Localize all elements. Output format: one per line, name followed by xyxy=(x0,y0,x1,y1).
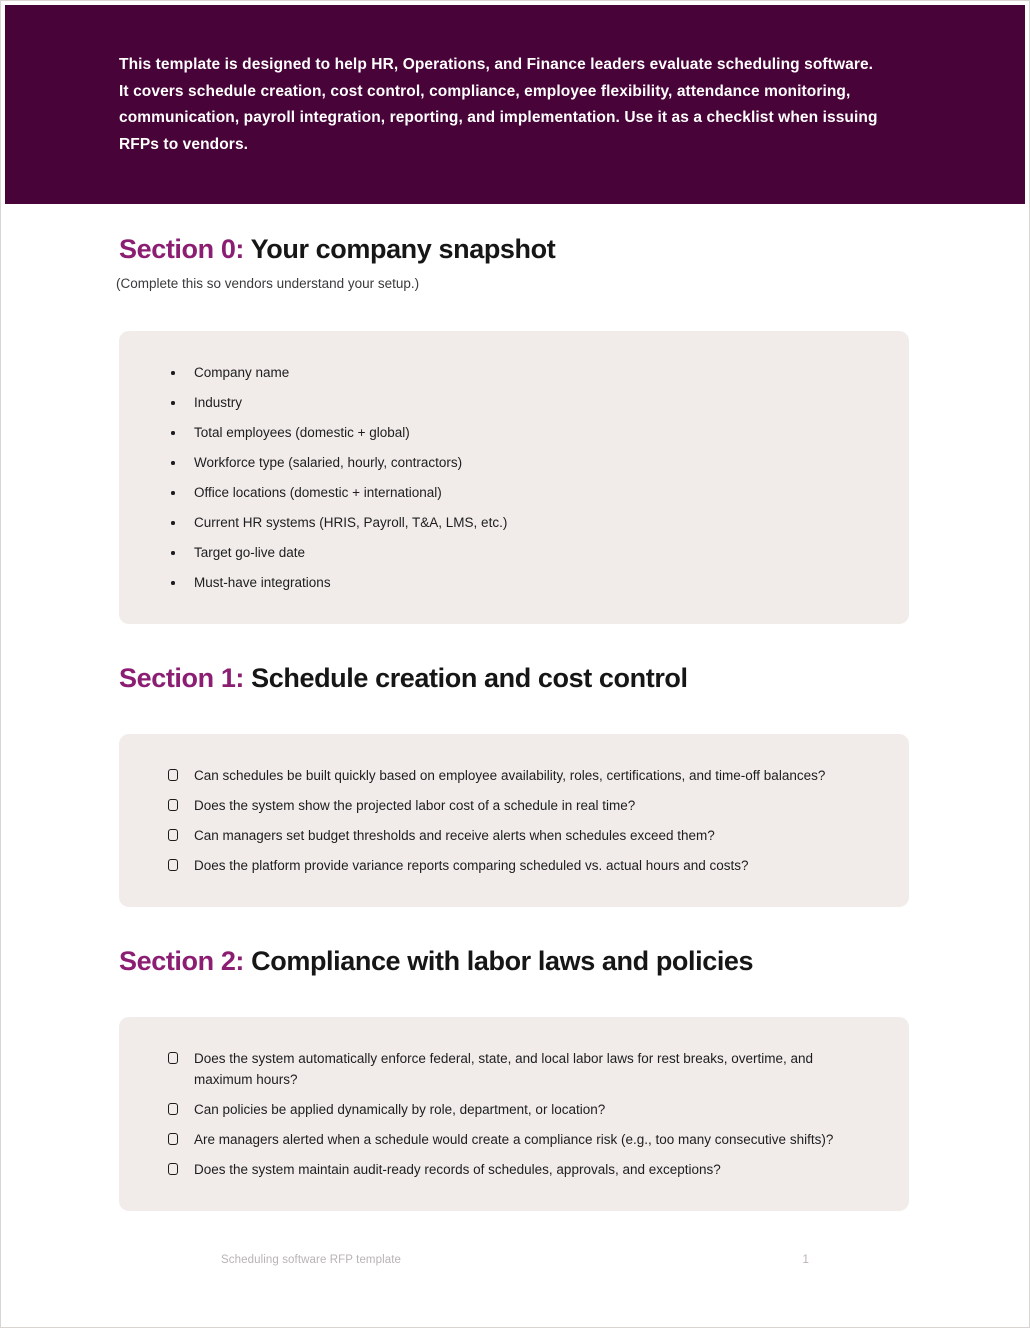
checklist xyxy=(168,1048,839,1180)
checklist-item xyxy=(168,1099,839,1120)
item-text: Total employees (domestic + global) xyxy=(194,425,410,440)
section-heading xyxy=(119,233,907,265)
section-label: Section 0: xyxy=(119,234,245,264)
bullet-card xyxy=(119,331,909,624)
bullet-icon xyxy=(168,572,178,585)
bullet-item xyxy=(168,572,839,593)
checklist-item xyxy=(168,795,839,816)
checklist-item xyxy=(168,1159,839,1180)
checkbox-icon[interactable] xyxy=(168,855,178,871)
item-text: Can policies be applied dynamically by role, department, or location? xyxy=(194,1102,606,1117)
section-compliance xyxy=(119,945,907,1211)
bullet-item xyxy=(168,542,839,563)
item-text: Must-have integrations xyxy=(194,575,331,590)
checklist-item xyxy=(168,825,839,846)
intro-text: This template is designed to help HR, Operations, and Finance leaders evaluate scheduling software. It covers schedule creation, cost control, compliance, employee flexibility, attendance monitoring, communication, payroll integration, reporting, and implementation. Use it as a checklist when issuing RFPs to vendors. xyxy=(119,56,878,153)
checklist-card xyxy=(119,734,909,907)
item-text: Industry xyxy=(194,395,243,410)
bullet-item xyxy=(168,362,839,383)
item-text: Can schedules be built quickly based on employee availability, roles, certifications, and time-off balances? xyxy=(194,768,826,783)
item-text: Company name xyxy=(194,365,290,380)
bullet-item xyxy=(168,452,839,473)
section-heading xyxy=(119,662,907,694)
checklist-item xyxy=(168,855,839,876)
intro-banner xyxy=(5,5,1025,204)
item-text: Office locations (domestic + international) xyxy=(194,485,442,500)
checkbox-icon[interactable] xyxy=(168,795,178,811)
bullet-icon xyxy=(168,542,178,555)
section-title: Schedule creation and cost control xyxy=(251,663,688,693)
bullet-icon xyxy=(168,452,178,465)
checklist xyxy=(168,765,839,876)
footer-document-title: Scheduling software RFP template xyxy=(221,1254,402,1266)
checklist-item xyxy=(168,1048,839,1090)
checkbox-icon[interactable] xyxy=(168,825,178,841)
document-body xyxy=(5,204,1025,1211)
item-text: Does the platform provide variance reports comparing scheduled vs. actual hours and costs? xyxy=(194,858,749,873)
section-company-snapshot xyxy=(116,233,907,624)
section-subtitle: (Complete this so vendors understand your setup.) xyxy=(116,276,420,291)
checkbox-icon[interactable] xyxy=(168,765,178,781)
page-footer xyxy=(221,1254,809,1266)
item-text: Can managers set budget thresholds and receive alerts when schedules exceed them? xyxy=(194,828,715,843)
item-text: Current HR systems (HRIS, Payroll, T&A, LMS, etc.) xyxy=(194,515,508,530)
item-text: Are managers alerted when a schedule would create a compliance risk (e.g., too many consecutive shifts)? xyxy=(194,1132,834,1147)
item-text: Target go-live date xyxy=(194,545,306,560)
checkbox-icon[interactable] xyxy=(168,1048,178,1064)
checkbox-icon[interactable] xyxy=(168,1099,178,1115)
bullet-item xyxy=(168,422,839,443)
checkbox-icon[interactable] xyxy=(168,1129,178,1145)
bullet-icon xyxy=(168,482,178,495)
section-title: Compliance with labor laws and policies xyxy=(251,946,754,976)
bullet-icon xyxy=(168,392,178,405)
item-text: Does the system maintain audit-ready records of schedules, approvals, and exceptions? xyxy=(194,1162,721,1177)
bullet-item xyxy=(168,512,839,533)
checklist-item xyxy=(168,1129,839,1150)
section-heading xyxy=(119,945,907,977)
section-label: Section 1: xyxy=(119,663,245,693)
bullet-icon xyxy=(168,422,178,435)
bullet-item xyxy=(168,482,839,503)
section-label: Section 2: xyxy=(119,946,245,976)
bullet-item xyxy=(168,392,839,413)
section-title: Your company snapshot xyxy=(250,234,556,264)
item-text: Workforce type (salaried, hourly, contractors) xyxy=(194,455,463,470)
checklist-card xyxy=(119,1017,909,1211)
page-number: 1 xyxy=(802,1254,809,1266)
item-text: Does the system automatically enforce federal, state, and local labor laws for rest breaks, overtime, and maximum hours? xyxy=(194,1051,814,1087)
checklist-item xyxy=(168,765,839,786)
bullet-list xyxy=(168,362,839,593)
checkbox-icon[interactable] xyxy=(168,1159,178,1175)
bullet-icon xyxy=(168,512,178,525)
section-schedule-cost-control xyxy=(119,662,907,907)
item-text: Does the system show the projected labor cost of a schedule in real time? xyxy=(194,798,636,813)
bullet-icon xyxy=(168,362,178,375)
